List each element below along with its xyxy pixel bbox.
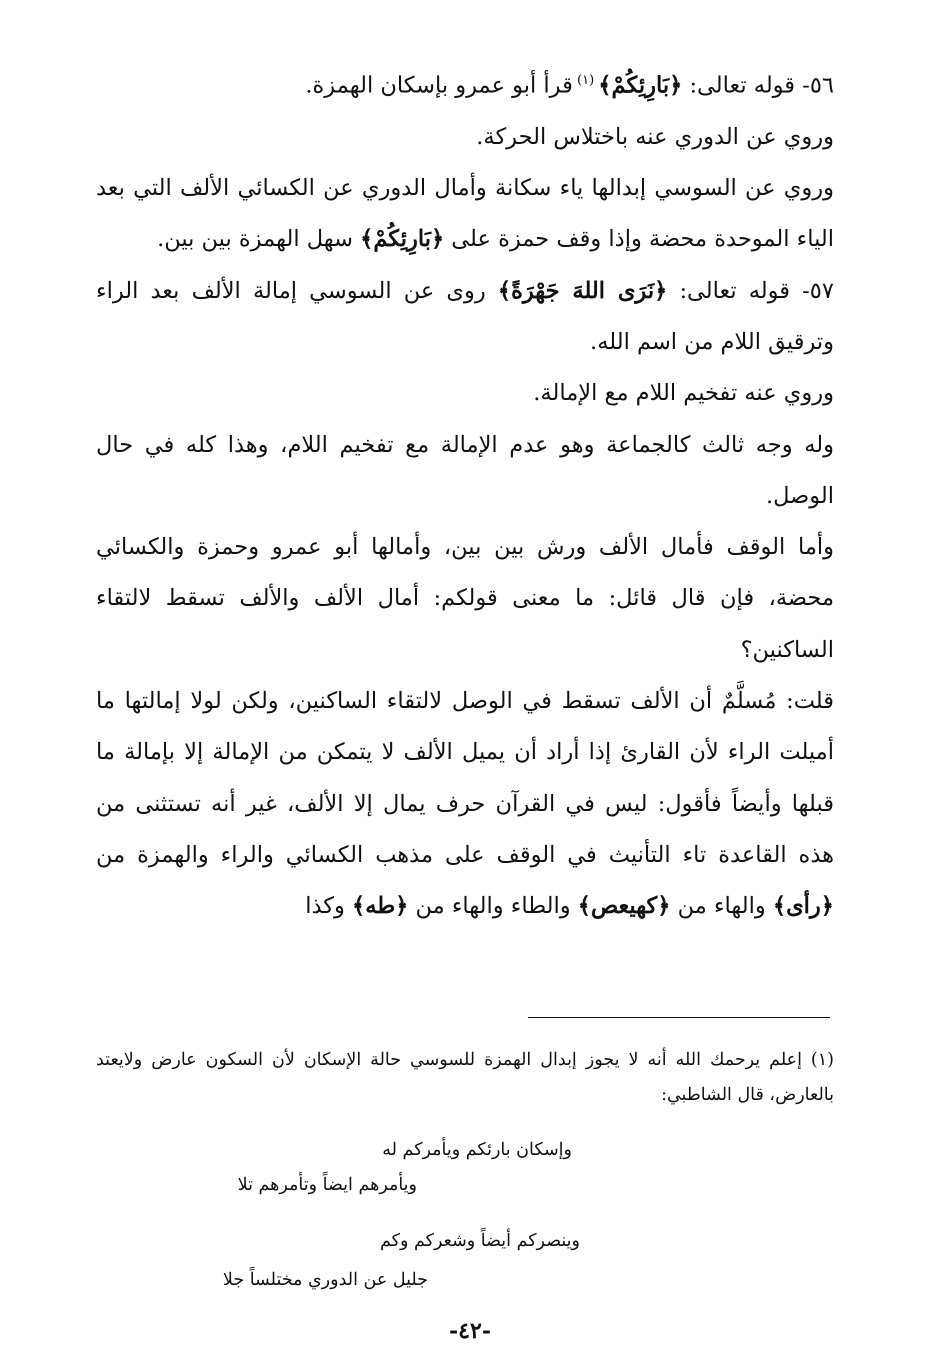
- page-number: -٤٢-: [449, 1318, 491, 1344]
- quran-word: ﴿بَارِئِكُمْ﴾: [598, 72, 683, 99]
- footnote: [96, 1043, 834, 1113]
- paragraph: [96, 163, 834, 266]
- verse-ref: ٥٧- قوله تعالى:: [667, 277, 834, 304]
- quran-word: ﴿طه﴾: [352, 893, 409, 920]
- footnote-ref: (١): [572, 73, 599, 88]
- footnote-text: (١) إعلم يرحمك الله أنه لا يجوز إبدال الهمزة للسوسي حالة الإسكان لأن السكون عارض ولايعتد بالعارض، قال الشاطبي:: [96, 1050, 834, 1105]
- verse-ref: ٥٦- قوله تعالى:: [682, 72, 834, 99]
- quran-word: ﴿نَرَى اللهَ جَهْرَةً﴾: [497, 277, 668, 304]
- quran-word: ﴿رأى﴾: [772, 893, 834, 920]
- paragraph-text: والهاء من: [670, 893, 773, 920]
- poem-verse: ويأمرهم ايضاً وتأمرهم تلا: [237, 1175, 417, 1195]
- paragraph-text: قلت: مُسلَّمٌ أن الألف تسقط في الوصل لالتقاء الساكنين، ولكن لولا إمالتها ما أميلت الراء لأن القارئ إذا أراد أن يميل الألف لا يتمكن من الإمالة إلا بإمالة ما قبلها وأيضاً فأقول: ليس في القرآن حرف يمال إلا الألف، غير أنه تستثنى من هذه القاعدة تاء التأنيث في الوقف على مذهب الكسائي والراء والهمزة من: [96, 688, 834, 868]
- quran-word: ﴿بَارِئِكُمْ﴾: [360, 226, 445, 253]
- poem-verse: وينصركم أيضاً وشعركم وكم: [380, 1231, 580, 1251]
- paragraph: وله وجه ثالث كالجماعة وهو عدم الإمالة مع تفخيم اللام، وهذا كله في حال الوصل.: [96, 431, 834, 509]
- main-text: [96, 55, 834, 933]
- paragraph: [96, 676, 834, 932]
- paragraph-text: روى عن السوسي إمالة الألف بعد الراء وترقيق اللام من اسم الله.: [96, 277, 834, 355]
- paragraph-text: وكذا: [305, 893, 353, 920]
- paragraph: وروي عن الدوري عنه باختلاس الحركة.: [476, 123, 834, 150]
- poem-verse: جليل عن الدوري مختلساً جلا: [222, 1270, 428, 1290]
- poem-verse: وإسكان بارئكم ويأمركم له: [382, 1140, 572, 1160]
- paragraph-text: سهل الهمزة بين بين.: [157, 226, 361, 253]
- paragraph-text: وروي عن السوسي إبدالها ياء سكانة وأمال الدوري عن الكسائي الألف التي بعد الياء الموحدة محضة وإذا وقف حمزة على: [96, 175, 834, 253]
- footnote-divider: [528, 1017, 830, 1018]
- paragraph-text: والطاء والهاء من: [408, 893, 578, 920]
- paragraph: وروي عنه تفخيم اللام مع الإمالة.: [533, 380, 834, 407]
- paragraph-text: قرأ أبو عمرو بإسكان الهمزة.: [305, 72, 573, 99]
- paragraph-56: [96, 55, 834, 112]
- paragraph: وأما الوقف فأمال الألف ورش بين بين، وأمالها أبو عمرو وحمزة والكسائي محضة، فإن قال قائل: ما معنى قولكم: أمال الألف والألف تسقط لالتقاء الساكنين؟: [96, 534, 834, 663]
- paragraph-57: [96, 266, 834, 369]
- quran-word: ﴿كهيعص﴾: [577, 893, 671, 920]
